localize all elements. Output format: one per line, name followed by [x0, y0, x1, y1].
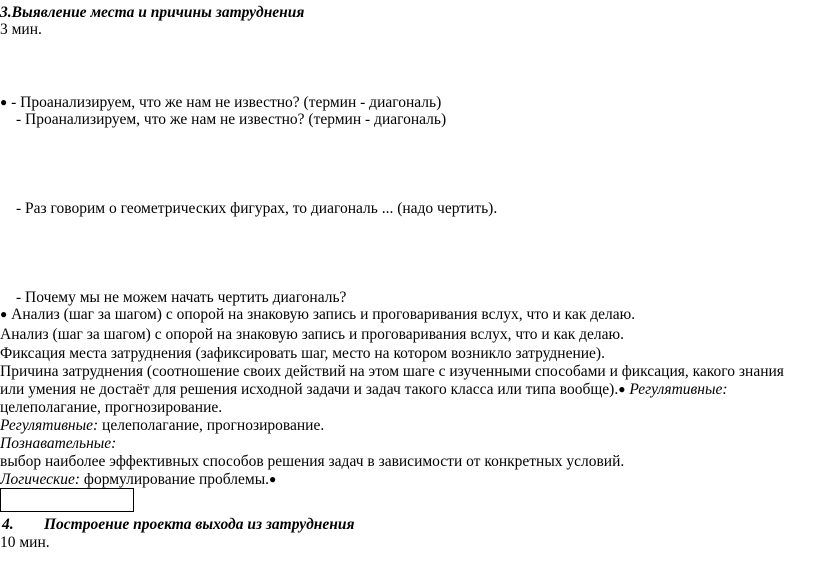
- bullet-icon: ●: [268, 472, 277, 486]
- text-line-unknown-2: - Проанализируем, что же нам не известно? (термин - диагональ): [16, 111, 447, 128]
- text-line-draw: - Раз говорим о геометрических фигурах, то диагональ ... (надо чертить).: [16, 200, 498, 217]
- text-line-analysis-2: Анализ (шаг за шагом) с опорой на знаковую запись и проговаривания вслух, что и как делаю.: [0, 326, 624, 343]
- text-line-analysis-1: ● Анализ (шаг за шагом) с опорой на знаковую запись и проговаривания вслух, что и как делаю.: [0, 306, 636, 323]
- section-4-number: 4.: [2, 516, 14, 533]
- text-line-choice: выбор наиболее эффективных способов решения задач в зависимости от конкретных условий.: [0, 453, 625, 470]
- section-4-duration: 10 мин.: [0, 534, 50, 551]
- text-line-fixation: Фиксация места затруднения (зафиксировать шаг, место на котором возникло затруднение).: [0, 345, 605, 362]
- bullet-icon: ●: [0, 307, 8, 321]
- text-line-unknown-1: ● - Проанализируем, что же нам не известно? (термин - диагональ): [0, 94, 442, 111]
- bullet-icon: ●: [618, 382, 626, 396]
- bullet-icon: ●: [0, 95, 8, 109]
- text-line-cognitive-label: Познавательные:: [0, 435, 117, 452]
- text-line-regulative: Регулятивные: целеполагание, прогнозирование.: [0, 417, 325, 434]
- text-line-cause-1: Причина затруднения (соотношение своих действий на этом шаге с изученными способами и фиксация, какого знания: [0, 363, 784, 380]
- section-heading: 3.Выявление места и причины затруднения: [0, 4, 305, 21]
- section-duration: 3 мин.: [0, 21, 42, 38]
- text-line-goal-1: целеполагание, прогнозирование.: [0, 399, 223, 416]
- section-4-title: Построение проекта выхода из затруднения: [44, 516, 355, 533]
- text-line-why: - Почему мы не можем начать чертить диагональ?: [16, 289, 347, 306]
- text-line-logic: Логические: формулирование проблемы.●: [0, 471, 277, 488]
- empty-table-cell: [0, 488, 134, 512]
- text-line-cause-2: или умения не достаёт для решения исходной задачи и задач такого класса или типа вообще).● Регулятивные:: [0, 381, 728, 398]
